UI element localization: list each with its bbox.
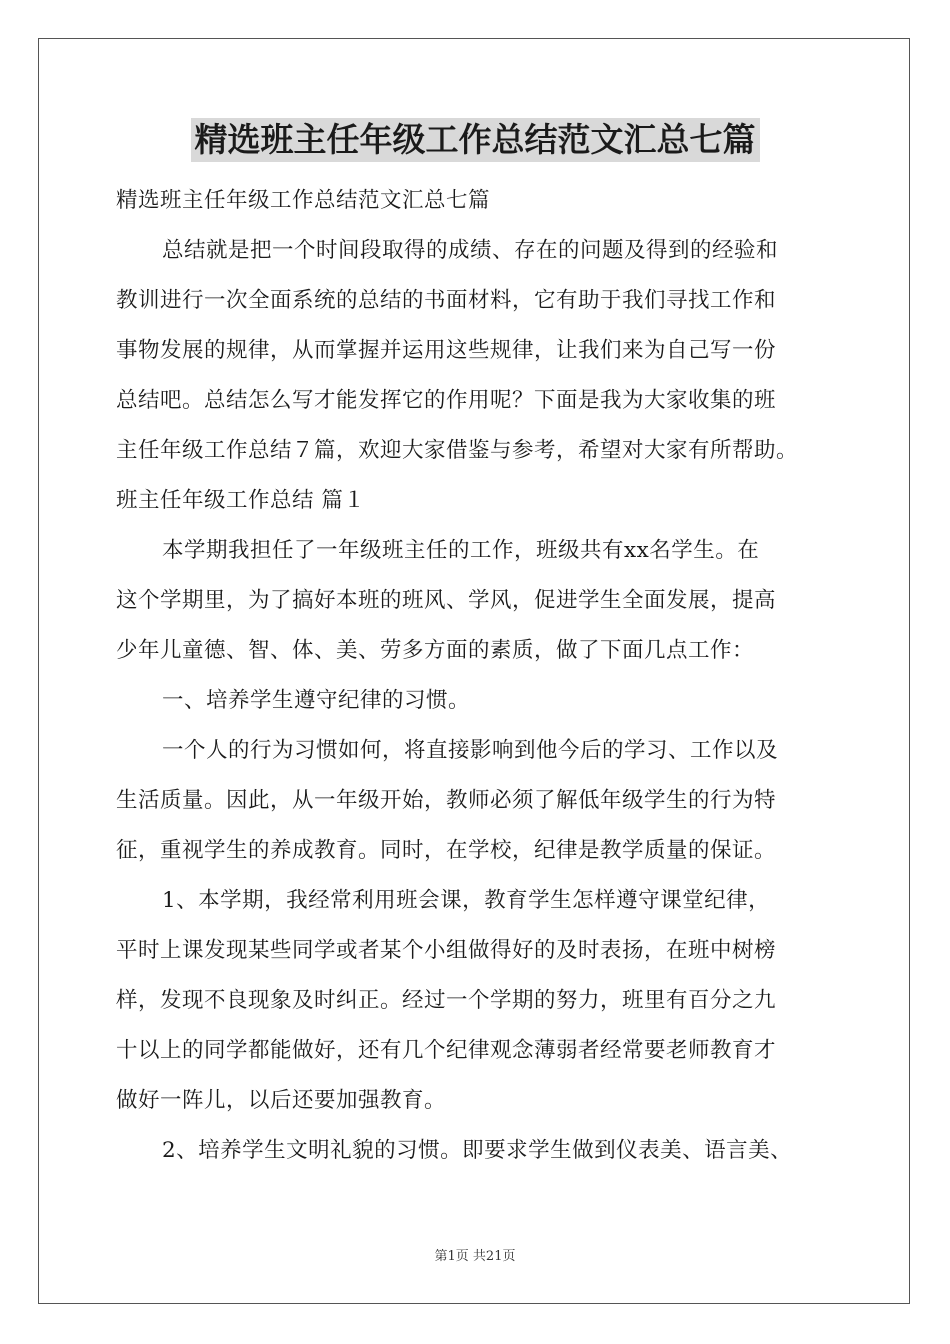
- subheading-line: 一、培养学生遵守纪律的习惯。: [162, 688, 471, 713]
- paragraph-line: 做好一阵儿，以后还要加强教育。: [116, 1088, 447, 1113]
- subtitle-line: 精选班主任年级工作总结范文汇总七篇: [116, 188, 491, 213]
- paragraph-line: 2、培养学生文明礼貌的习惯。即要求学生做到仪表美、语言美、: [162, 1138, 793, 1163]
- paragraph-line: 征，重视学生的养成教育。同时，在学校，纪律是教学质量的保证。: [116, 838, 777, 863]
- paragraph-line: 总结吧。总结怎么写才能发挥它的作用呢？下面是我为大家收集的班: [116, 388, 777, 413]
- paragraph-line: 样，发现不良现象及时纠正。经过一个学期的努力，班里有百分之九: [116, 988, 777, 1013]
- paragraph-line: 事物发展的规律，从而掌握并运用这些规律，让我们来为自己写一份: [116, 338, 777, 363]
- page-number-footer: 第1页 共21页: [434, 1249, 516, 1264]
- paragraph-line: 总结就是把一个时间段取得的成绩、存在的问题及得到的经验和: [162, 238, 779, 263]
- paragraph-line: 1、本学期，我经常利用班会课，教育学生怎样遵守课堂纪律，: [162, 888, 771, 913]
- paragraph-line: 少年儿童德、智、体、美、劳多方面的素质，做了下面几点工作：: [116, 638, 755, 663]
- paragraph-line: 平时上课发现某些同学或者某个小组做得好的及时表扬，在班中树榜: [116, 938, 777, 963]
- paragraph-line: 主任年级工作总结７篇，欢迎大家借鉴与参考，希望对大家有所帮助。: [116, 438, 799, 463]
- paragraph-line: 生活质量。因此，从一年级开始，教师必须了解低年级学生的行为特: [116, 788, 777, 813]
- document-title: 精选班主任年级工作总结范文汇总七篇: [191, 118, 760, 162]
- paragraph-line: 本学期我担任了一年级班主任的工作，班级共有xx名学生。在: [162, 538, 760, 563]
- document-body: [116, 176, 846, 1176]
- paragraph-line: 这个学期里，为了搞好本班的班风、学风，促进学生全面发展，提高: [116, 588, 777, 613]
- paragraph-line: 十以上的同学都能做好，还有几个纪律观念薄弱者经常要老师教育才: [116, 1038, 777, 1063]
- paragraph-line: 教训进行一次全面系统的总结的书面材料，它有助于我们寻找工作和: [116, 288, 777, 313]
- paragraph-line: 一个人的行为习惯如何，将直接影响到他今后的学习、工作以及: [162, 738, 779, 763]
- section-heading: 班主任年级工作总结 篇１: [116, 488, 366, 513]
- title-container: [0, 118, 950, 162]
